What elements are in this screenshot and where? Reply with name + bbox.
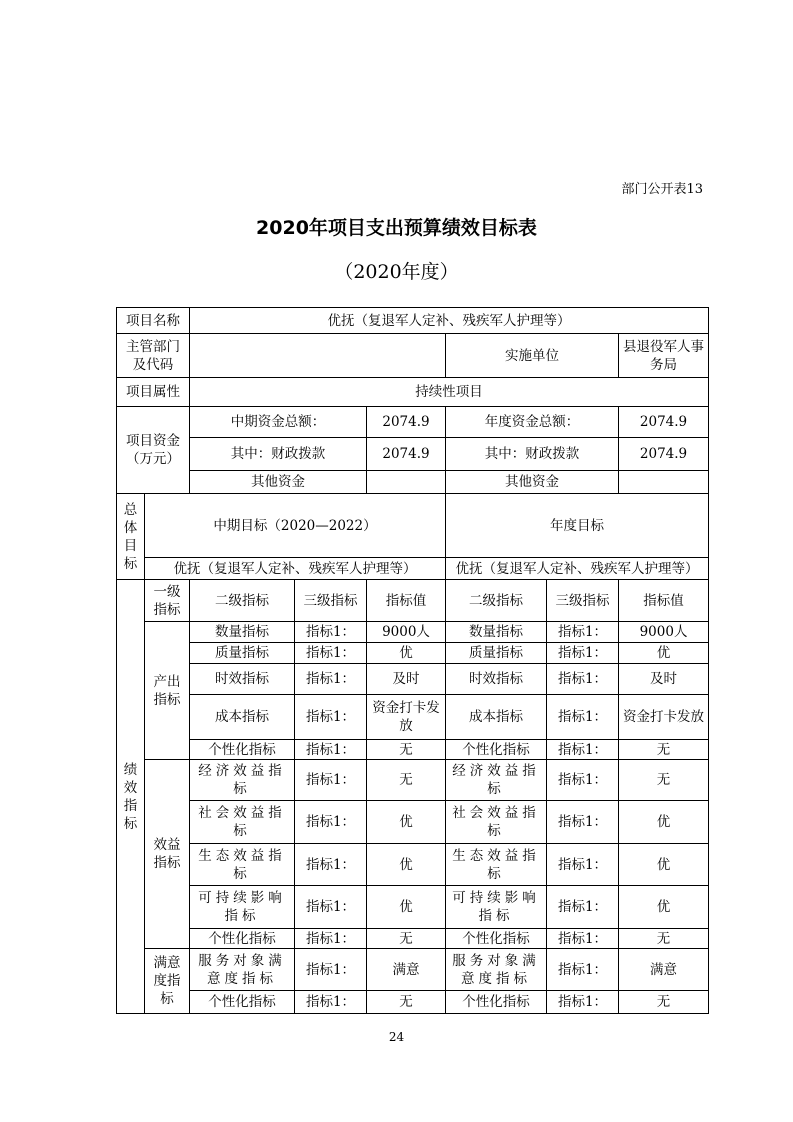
dept-label: 主管部门及代码: [117, 334, 190, 378]
table-row-value: 无: [367, 991, 446, 1014]
overall-goal-label: 总体目标: [117, 494, 145, 580]
table-row-l2: 服务对象满意度指标: [190, 949, 295, 991]
table-row-l3: 指标1：: [295, 643, 367, 664]
hdr-level1: 一级指标: [145, 580, 190, 622]
mid-fiscal-value: 2074.9: [367, 438, 446, 471]
page-number: 24: [388, 1030, 405, 1044]
table-row-value: 优: [367, 801, 446, 844]
table-row-year-l3: 指标1：: [547, 664, 619, 695]
hdr-value: 指标值: [367, 580, 446, 622]
table-row-year-l2: 可持续影响指标: [446, 886, 547, 929]
table-row-l2: 个性化指标: [190, 991, 295, 1014]
page-subtitle: （2020年度）: [334, 261, 459, 283]
table-row-year-l2: 个性化指标: [446, 991, 547, 1014]
table-row-year-value: 优: [619, 886, 709, 929]
table-row-year-l2: 数量指标: [446, 622, 547, 643]
table-row-l2: 可持续影响指标: [190, 886, 295, 929]
table-row-year-l2: 时效指标: [446, 664, 547, 695]
table-row-l2: 数量指标: [190, 622, 295, 643]
table-row-value: 优: [367, 886, 446, 929]
hdr-year-level3: 三级指标: [547, 580, 619, 622]
table-row-year-l3: 指标1：: [547, 760, 619, 801]
table-row-year-l2: 个性化指标: [446, 929, 547, 949]
table-row-year-l3: 指标1：: [547, 622, 619, 643]
hdr-year-level2: 二级指标: [446, 580, 547, 622]
table-row-year-value: 及时: [619, 664, 709, 695]
table-row-year-l2: 社会效益指标: [446, 801, 547, 844]
table-row-year-value: 优: [619, 643, 709, 664]
dept-value: [190, 334, 446, 378]
table-row-year-l2: 生态效益指标: [446, 844, 547, 886]
table-row-year-value: 无: [619, 760, 709, 801]
table-row-l3: 指标1：: [295, 695, 367, 740]
project-attr-value: 持续性项目: [190, 378, 709, 407]
year-total-label: 年度资金总额：: [446, 407, 619, 438]
table-row-l2: 成本指标: [190, 695, 295, 740]
table-row-year-l3: 指标1：: [547, 643, 619, 664]
page-title: 2020年项目支出预算绩效目标表: [256, 217, 537, 239]
table-row-year-l3: 指标1：: [547, 801, 619, 844]
table-row-l3: 指标1：: [295, 622, 367, 643]
impl-unit-label: 实施单位: [446, 334, 619, 378]
mid-other-value: [367, 471, 446, 494]
table-row-year-value: 资金打卡发放: [619, 695, 709, 740]
table-row-value: 无: [367, 929, 446, 949]
year-other-label: 其他资金: [446, 471, 619, 494]
table-row-l3: 指标1：: [295, 949, 367, 991]
hdr-year-value: 指标值: [619, 580, 709, 622]
table-row-year-value: 优: [619, 801, 709, 844]
year-goal-value: 优抚（复退军人定补、残疾军人护理等）: [446, 558, 709, 580]
table-row-year-value: 无: [619, 740, 709, 760]
table-row-l2: 个性化指标: [190, 929, 295, 949]
table-row-year-value: 优: [619, 844, 709, 886]
perf-indicator-label: 绩效指标: [117, 580, 145, 1014]
year-total-value: 2074.9: [619, 407, 709, 438]
table-row-year-l2: 个性化指标: [446, 740, 547, 760]
table-row-year-value: 无: [619, 991, 709, 1014]
year-fiscal-label: 其中：财政拨款: [446, 438, 619, 471]
mid-total-value: 2074.9: [367, 407, 446, 438]
table-row-year-l3: 指标1：: [547, 740, 619, 760]
table-row-value: 无: [367, 740, 446, 760]
table-row-value: 满意: [367, 949, 446, 991]
table-row-year-l2: 经济效益指标: [446, 760, 547, 801]
table-row-l2: 生态效益指标: [190, 844, 295, 886]
table-row-value: 9000人: [367, 622, 446, 643]
table-row-year-l3: 指标1：: [547, 929, 619, 949]
table-row-year-value: 满意: [619, 949, 709, 991]
category-satisfaction: 满意度指标: [145, 949, 190, 1014]
table-row-l2: 个性化指标: [190, 740, 295, 760]
table-row-year-l3: 指标1：: [547, 991, 619, 1014]
table-row-year-l3: 指标1：: [547, 886, 619, 929]
year-fiscal-value: 2074.9: [619, 438, 709, 471]
table-row-l3: 指标1：: [295, 760, 367, 801]
mid-goal-header: 中期目标（2020—2022）: [145, 494, 446, 558]
mid-goal-value: 优抚（复退军人定补、残疾军人护理等）: [145, 558, 446, 580]
table-row-value: 优: [367, 643, 446, 664]
table-row-year-value: 无: [619, 929, 709, 949]
table-row-year-l2: 服务对象满意度指标: [446, 949, 547, 991]
table-row-l3: 指标1：: [295, 664, 367, 695]
table-row-l3: 指标1：: [295, 844, 367, 886]
hdr-level2: 二级指标: [190, 580, 295, 622]
table-row-l3: 指标1：: [295, 740, 367, 760]
funds-label: 项目资金（万元）: [117, 407, 190, 494]
table-row-year-l3: 指标1：: [547, 844, 619, 886]
project-name-label: 项目名称: [117, 308, 190, 334]
year-other-value: [619, 471, 709, 494]
table-row-value: 优: [367, 844, 446, 886]
table-row-year-l3: 指标1：: [547, 949, 619, 991]
table-row-year-l2: 成本指标: [446, 695, 547, 740]
table-row-value: 无: [367, 760, 446, 801]
project-name-value: 优抚（复退军人定补、残疾军人护理等）: [190, 308, 709, 334]
mid-total-label: 中期资金总额：: [190, 407, 367, 438]
table-row-l2: 质量指标: [190, 643, 295, 664]
table-row-l2: 时效指标: [190, 664, 295, 695]
table-row-value: 资金打卡发放: [367, 695, 446, 740]
table-row-year-l2: 质量指标: [446, 643, 547, 664]
table-row-l3: 指标1：: [295, 801, 367, 844]
impl-unit-value: 县退役军人事务局: [619, 334, 709, 378]
mid-other-label: 其他资金: [190, 471, 367, 494]
table-row-l3: 指标1：: [295, 929, 367, 949]
table-row-l3: 指标1：: [295, 886, 367, 929]
table-row-value: 及时: [367, 664, 446, 695]
table-row-l2: 社会效益指标: [190, 801, 295, 844]
doc-label: 部门公开表13: [621, 182, 703, 197]
project-attr-label: 项目属性: [117, 378, 190, 407]
performance-table: [116, 307, 709, 1014]
table-row-year-l3: 指标1：: [547, 695, 619, 740]
table-row-l2: 经济效益指标: [190, 760, 295, 801]
category-output: 产出指标: [145, 622, 190, 760]
mid-fiscal-label: 其中：财政拨款: [190, 438, 367, 471]
category-benefit: 效益指标: [145, 760, 190, 949]
table-row-year-value: 9000人: [619, 622, 709, 643]
hdr-level3: 三级指标: [295, 580, 367, 622]
table-row-l3: 指标1：: [295, 991, 367, 1014]
year-goal-header: 年度目标: [446, 494, 709, 558]
